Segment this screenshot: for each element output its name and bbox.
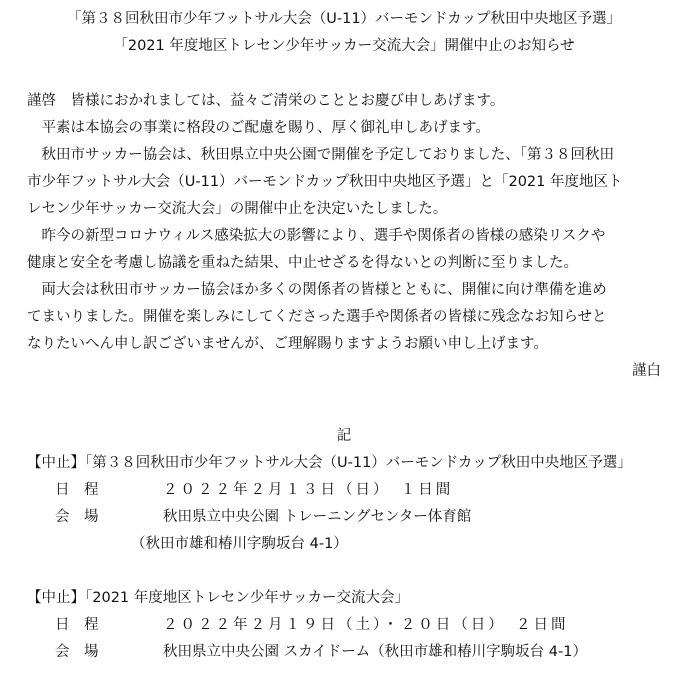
event-2-schedule bbox=[27, 612, 661, 639]
event-1-schedule bbox=[27, 477, 661, 504]
event-2-venue bbox=[27, 639, 661, 666]
title-line-1: 「第３８回秋田市少年フットサル大会（U-11）バーモンドカップ秋田中央地区予選」 bbox=[67, 11, 621, 27]
event-2-header: 【中止】「2021 年度地区トレセン少年サッカー交流大会」 bbox=[27, 590, 409, 606]
event-1-venue-value: 秋田県立中央公園 トレーニングセンター体育館 bbox=[163, 509, 472, 525]
title-line-2: 「2021 年度地区トレセン少年サッカー交流大会」開催中止のお知らせ bbox=[113, 38, 575, 54]
notice-body bbox=[27, 88, 661, 385]
paragraph-2-line-3: レセン少年サッカー交流大会」の開催中止を決定いたしました。 bbox=[27, 201, 448, 217]
event-1-schedule-label: 日 程 bbox=[55, 482, 99, 498]
event-2-schedule-label: 日 程 bbox=[55, 617, 99, 633]
event-2-schedule-value: ２０２２年２月１９日（土）・２０日（日） ２日間 bbox=[163, 617, 569, 633]
notice-title bbox=[27, 6, 661, 60]
event-2-venue-label: 会 場 bbox=[55, 644, 99, 660]
event-2 bbox=[27, 585, 661, 666]
paragraph-2-line-2: 市少年フットサル大会（U-11）バーモンドカップ秋田中央地区予選」と「2021 年度地区ト bbox=[27, 174, 623, 190]
event-2-venue-value: 秋田県立中央公園 スカイドーム（秋田市雄和椿川字駒坂台 4-1） bbox=[163, 644, 587, 660]
paragraph-4-line-3: なりたいへん申し訳ございませんが、ご理解賜りますようお願い申し上げます。 bbox=[27, 336, 548, 352]
event-1 bbox=[27, 450, 661, 558]
ki-heading: 記 bbox=[336, 428, 352, 444]
paragraph-3-line-2: 健康と安全を考慮し協議を重ねた結果、中止せざるを得ないとの判断に至りました。 bbox=[27, 255, 578, 271]
paragraph-2-line-1: 秋田市サッカー協会は、秋田県立中央公園で開催を予定しておりました、「第３８回秋田 bbox=[41, 147, 614, 163]
paragraph-3-line-1: 昨今の新型コロナウィルス感染拡大の影響により、選手や関係者の皆様の感染リスクや bbox=[41, 228, 606, 244]
event-1-venue-address: （秋田市雄和椿川字駒坂台 4-1） bbox=[131, 536, 348, 552]
event-1-venue bbox=[27, 504, 661, 531]
greeting-line: 謹啓 皆様におかれましては、益々ご清栄のこととお慶び申しあげます。 bbox=[27, 93, 505, 109]
event-1-schedule-value: ２０２２年２月１３日（日） １日間 bbox=[163, 482, 454, 498]
paragraph-1: 平素は本協会の事業に格段のご配慮を賜り、厚く御礼申しあげます。 bbox=[41, 120, 490, 136]
closing-word: 謹白 bbox=[632, 363, 661, 379]
paragraph-4-line-1: 両大会は秋田市サッカー協会ほか多くの関係者の皆様とともに、開催に向け準備を進め bbox=[41, 282, 607, 298]
event-1-venue-label: 会 場 bbox=[55, 509, 99, 525]
event-1-header: 【中止】「第３８回秋田市少年フットサル大会（U-11）バーモンドカップ秋田中央地区予選」 bbox=[27, 455, 632, 471]
paragraph-4-line-2: てまいりました。開催を楽しみにしてくださった選手や関係者の皆様に残念なお知らせと bbox=[27, 309, 607, 325]
